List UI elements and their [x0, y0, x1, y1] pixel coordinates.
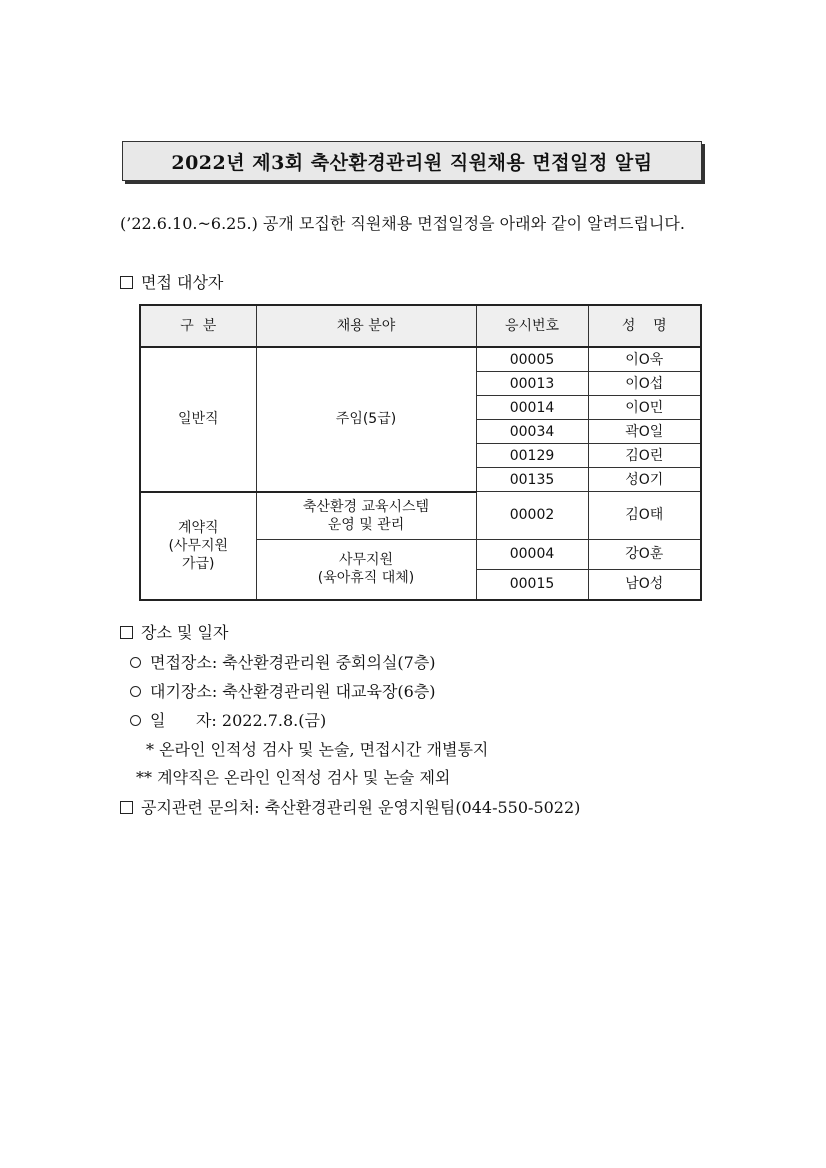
square-bullet-icon [120, 801, 133, 814]
category-cell: 일반직 [140, 347, 256, 492]
square-bullet-icon [120, 276, 133, 289]
category-line: 가급) [181, 555, 215, 572]
place-item [130, 652, 436, 674]
table-header-row [140, 305, 701, 347]
place-item [130, 710, 326, 732]
circle-bullet-icon [130, 715, 141, 726]
category-line: 계약직 [177, 519, 219, 536]
table-row [140, 492, 701, 540]
field-line: 사무지원 [338, 552, 394, 568]
candidates-table [139, 304, 702, 601]
number-cell: 00034 [476, 420, 588, 444]
table-row [140, 347, 701, 372]
field-line: 축산환경 교육시스템 [302, 498, 430, 515]
field-cell [256, 539, 476, 600]
circle-bullet-icon [130, 657, 141, 668]
square-bullet-icon [120, 626, 133, 639]
field-line: 운영 및 관리 [327, 516, 405, 533]
number-cell: 00004 [476, 539, 588, 569]
number-cell: 00015 [476, 569, 588, 600]
header-number: 응시번호 [476, 305, 588, 347]
number-cell: 00013 [476, 372, 588, 396]
number-cell: 00129 [476, 444, 588, 468]
category-cell [140, 492, 256, 600]
contact-line [120, 797, 580, 819]
category-line: (사무지원 [168, 537, 229, 554]
number-cell: 00002 [476, 492, 588, 540]
contact-text: 공지관련 문의처: 축산환경관리원 운영지원팀(044-550-5022) [141, 798, 581, 817]
name-cell: 김O린 [588, 444, 701, 468]
field-line: (육아휴직 대체) [317, 570, 415, 586]
place-item [130, 681, 436, 703]
number-cell: 00005 [476, 347, 588, 372]
field-cell: 주임(5급) [256, 347, 476, 492]
note-text: * 온라인 인적성 검사 및 논술, 면접시간 개별통지 [146, 740, 489, 759]
note-text: ** 계약직은 온라인 인적성 검사 및 논술 제외 [136, 768, 451, 787]
name-cell: 곽O일 [588, 420, 701, 444]
name-cell: 남O성 [588, 569, 701, 600]
section-candidates-label: 면접 대상자 [141, 273, 224, 292]
page-title: 2022년 제3회 축산환경관리원 직원채용 면접일정 알림 [122, 141, 702, 181]
number-cell: 00014 [476, 396, 588, 420]
name-cell: 이O섭 [588, 372, 701, 396]
section-candidates [120, 272, 223, 294]
circle-bullet-icon [130, 686, 141, 697]
header-field: 채용 분야 [256, 305, 476, 347]
name-cell: 성O기 [588, 468, 701, 492]
section-place [120, 622, 228, 644]
header-name: 성 명 [588, 305, 701, 347]
header-category: 구 분 [140, 305, 256, 347]
place-item-text: 면접장소: 축산환경관리원 중회의실(7층) [150, 653, 436, 672]
name-cell: 김O태 [588, 492, 701, 540]
name-cell: 강O훈 [588, 539, 701, 569]
place-item-text: 대기장소: 축산환경관리원 대교육장(6층) [150, 682, 436, 701]
intro-text: (’22.6.10.~6.25.) 공개 모집한 직원채용 면접일정을 아래와 같이 알려드립니다. [120, 214, 685, 233]
section-place-label: 장소 및 일자 [141, 623, 229, 642]
name-cell: 이O욱 [588, 347, 701, 372]
name-cell: 이O민 [588, 396, 701, 420]
place-item-text: 일 자: 2022.7.8.(금) [150, 711, 327, 730]
field-cell [256, 492, 476, 540]
number-cell: 00135 [476, 468, 588, 492]
